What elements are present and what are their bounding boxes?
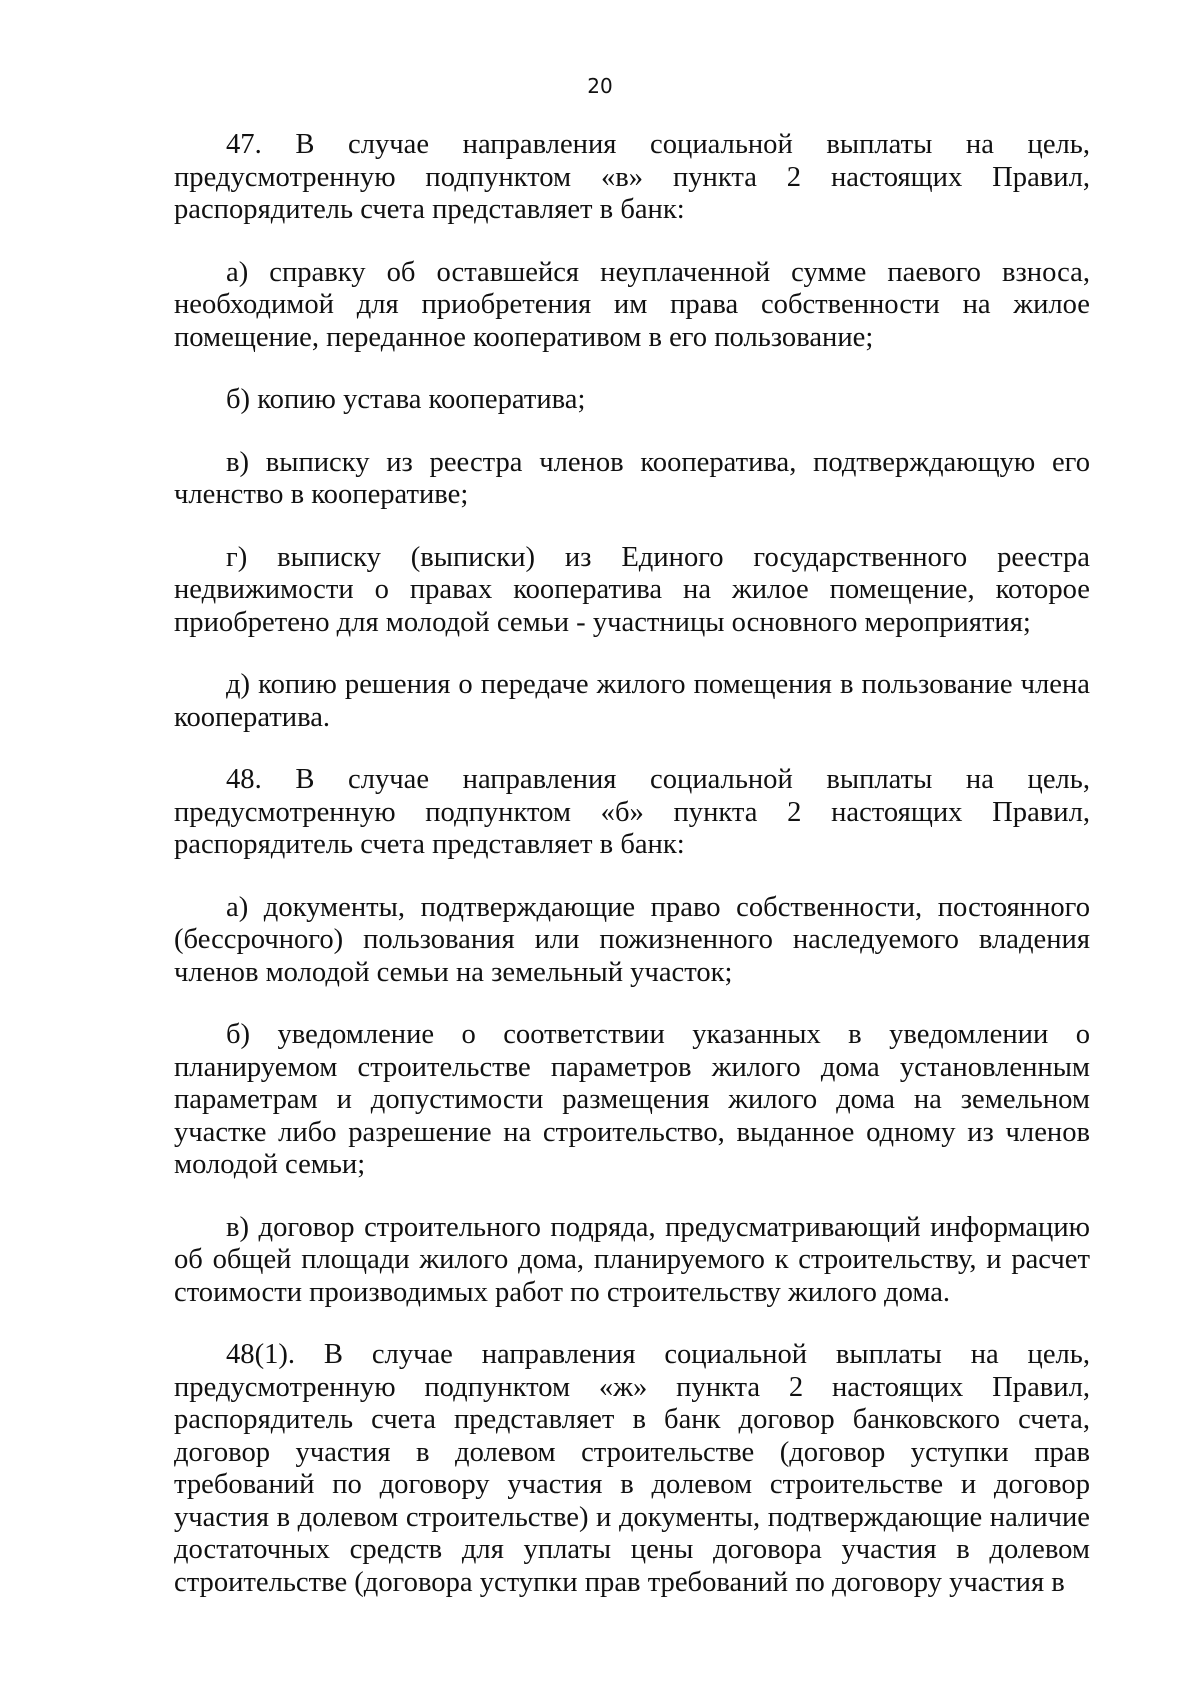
- paragraph-47-item-v: в) выписку из реестра членов кооператива, подтверждающую его членство в кооперативе;: [174, 446, 1090, 510]
- paragraph-48-item-b: б) уведомление о соответствии указанных в уведомлении о планируемом строительстве параметров жилого дома установленным параметрам и допустимости размещения жилого дома на земельном участке либо разрешение на строительство, выданное одному из членов молодой семьи;: [174, 1019, 1090, 1180]
- paragraph-48-item-v: в) договор строительного подряда, предусматривающий информацию об общей площади жилого дома, планируемого к строительству, и расчет стоимости производимых работ по строительству жилого дома.: [174, 1211, 1090, 1308]
- page-number: 20: [587, 74, 613, 98]
- paragraph-47: 47. В случае направления социальной выплаты на цель, предусмотренную подпунктом «в» пункта 2 настоящих Правил, распорядитель счета представляет в банк:: [174, 129, 1090, 225]
- paragraph-47-item-g: г) выписку (выписки) из Единого государственного реестра недвижимости о правах кооператива на жилое помещение, которое приобретено для молодой семьи - участницы основного мероприятия;: [174, 541, 1090, 638]
- paragraph-48-1: 48(1). В случае направления социальной выплаты на цель, предусмотренную подпунктом «ж» пункта 2 настоящих Правил, распорядитель счета представляет в банк договор банковского счета, договор участия в долевом строительстве (договор уступки прав требований по договору участия в долевом строительстве и договор участия в долевом строительстве) и документы, подтверждающие наличие достаточных средств для уплаты цены договора участия в долевом строительстве (договора уступки прав требований по договору участия в: [174, 1339, 1090, 1598]
- paragraph-47-item-b: б) копию устава кооператива;: [226, 384, 586, 415]
- paragraph-48-item-a: а) документы, подтверждающие право собственности, постоянного (бессрочного) пользования или пожизненного наследуемого владения членов молодой семьи на земельный участок;: [174, 891, 1090, 988]
- paragraph-48: 48. В случае направления социальной выплаты на цель, предусмотренную подпунктом «б» пункта 2 настоящих Правил, распорядитель счета представляет в банк:: [174, 764, 1090, 860]
- paragraph-47-item-d: д) копию решения о передаче жилого помещения в пользование члена кооператива.: [174, 669, 1090, 733]
- paragraph-47-item-a: а) справку об оставшейся неуплаченной сумме паевого взноса, необходимой для приобретения им права собственности на жилое помещение, переданное кооперативом в его пользование;: [174, 256, 1090, 353]
- document-body: [174, 129, 1090, 1599]
